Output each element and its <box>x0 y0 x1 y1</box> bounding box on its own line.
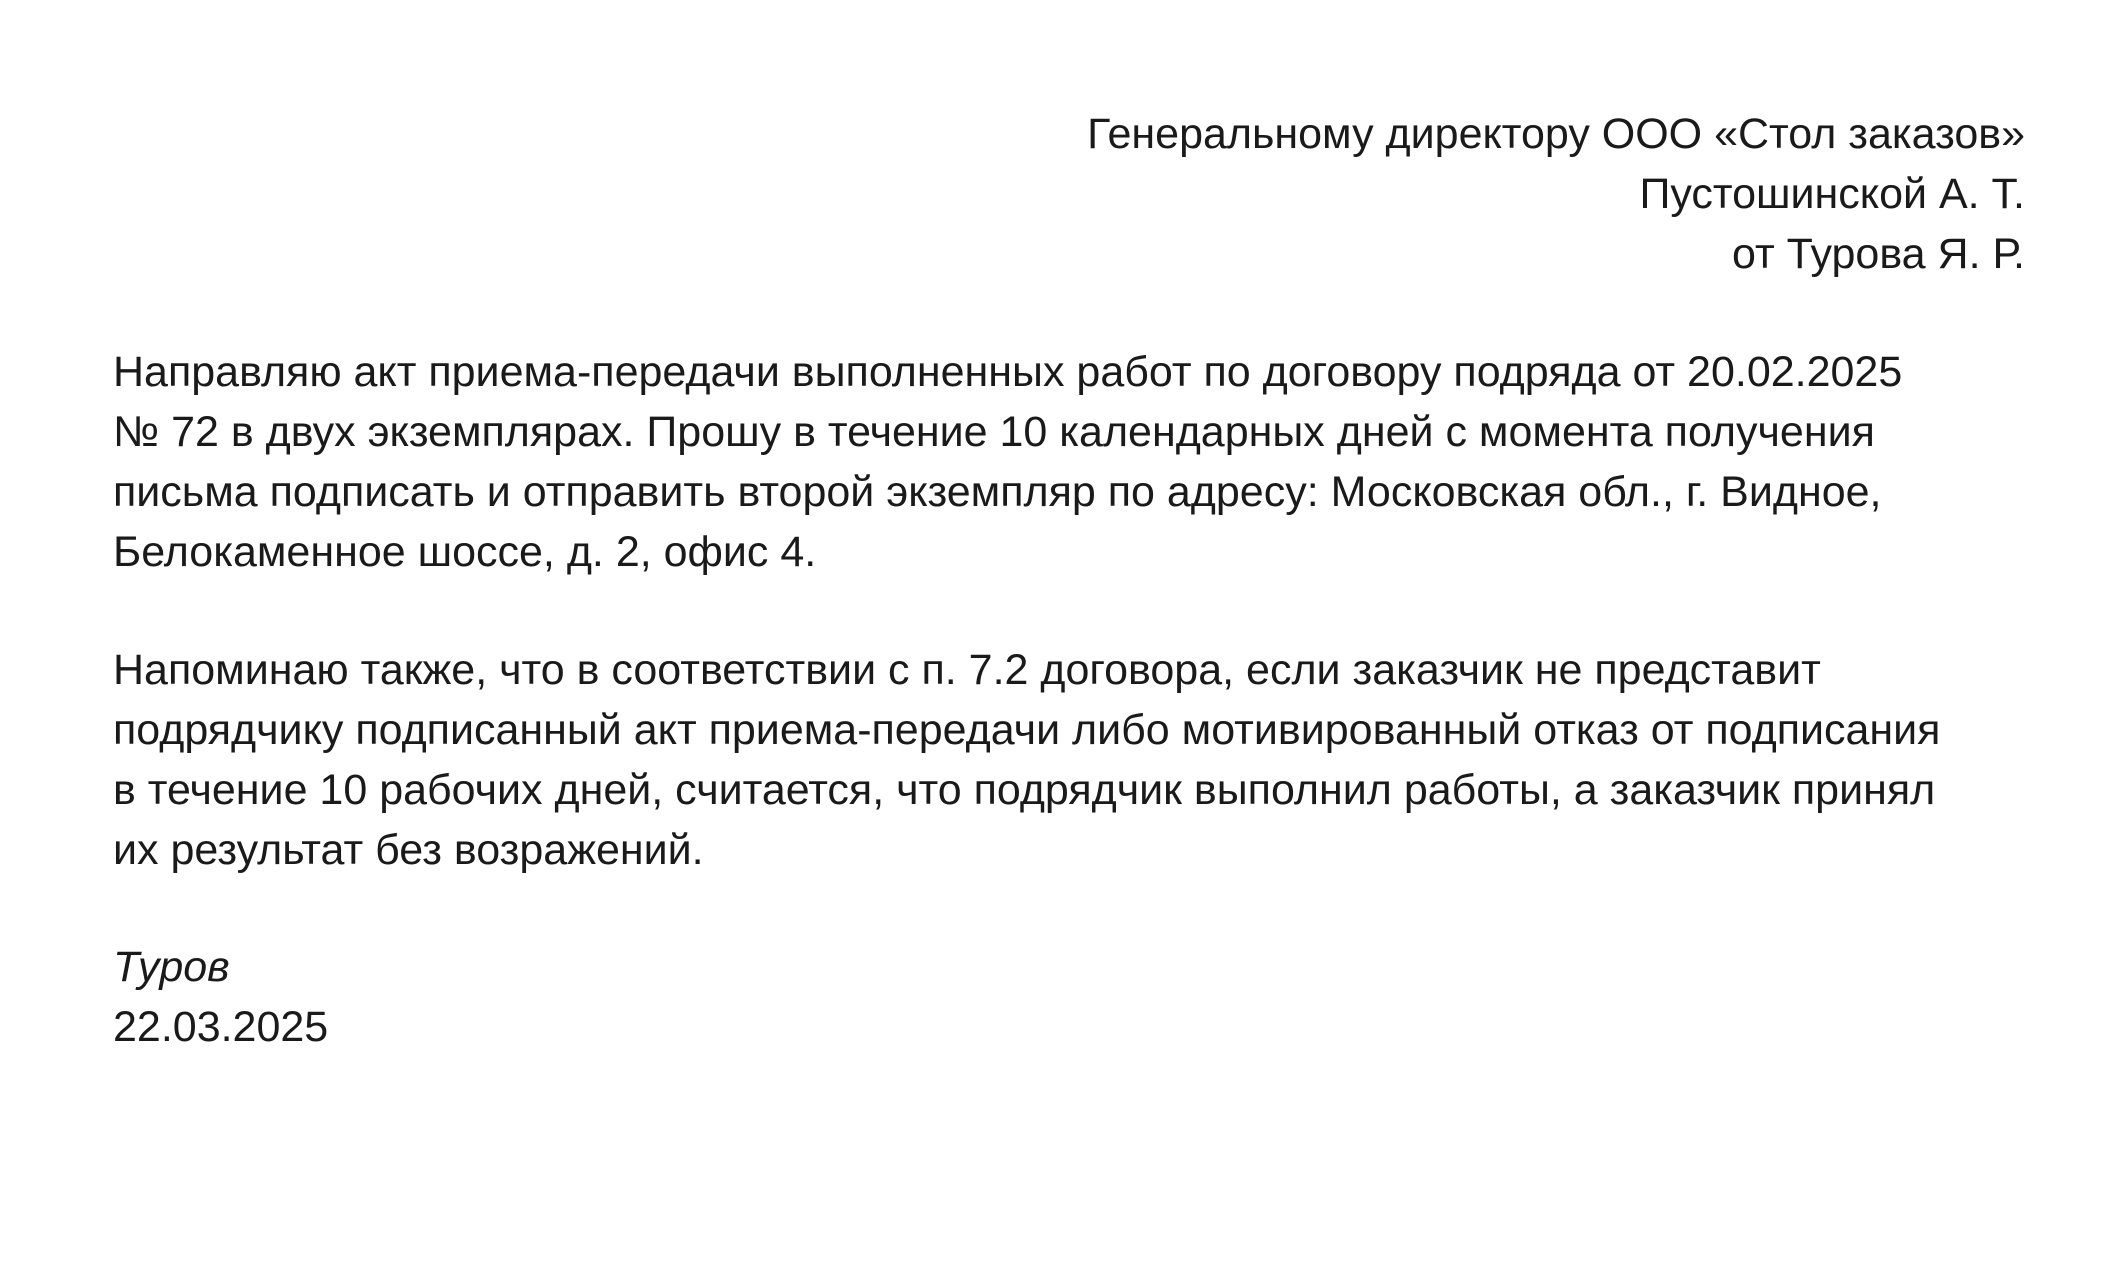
paragraph-line: Напоминаю также, что в соответствии с п. 7.2 договора, если заказчик не представит <box>113 646 1821 694</box>
addressee-position: Генеральному директору ООО «Стол заказов» <box>1087 110 2025 158</box>
paragraph-line: № 72 в двух экземплярах. Прошу в течение 10 календарных дней с момента получения <box>113 408 1875 456</box>
paragraph-line: Направляю акт приема-передачи выполненных работ по договору подряда от 20.02.2025 <box>113 348 1903 396</box>
signature-name: Туров <box>113 943 230 991</box>
sender-from: от Турова Я. Р. <box>1732 230 2025 278</box>
paragraph-line: их результат без возражений. <box>113 826 704 874</box>
body-paragraph-2 <box>113 640 1940 880</box>
paragraph-line: подрядчику подписанный акт приема-передачи либо мотивированный отказ от подписания <box>113 706 1941 754</box>
body-paragraph-1 <box>113 342 1902 582</box>
paragraph-line: письма подписать и отправить второй экземпляр по адресу: Московская обл., г. Видное, <box>113 468 1882 516</box>
paragraph-line: Белокаменное шоссе, д. 2, офис 4. <box>113 528 817 576</box>
signature-date: 22.03.2025 <box>113 1003 329 1051</box>
addressee-name: Пустошинской А. Т. <box>1639 170 2025 218</box>
paragraph-line: в течение 10 рабочих дней, считается, что подрядчик выполнил работы, а заказчик принял <box>113 766 1936 814</box>
signature-block <box>113 937 328 1057</box>
addressee-block <box>1087 104 2025 284</box>
